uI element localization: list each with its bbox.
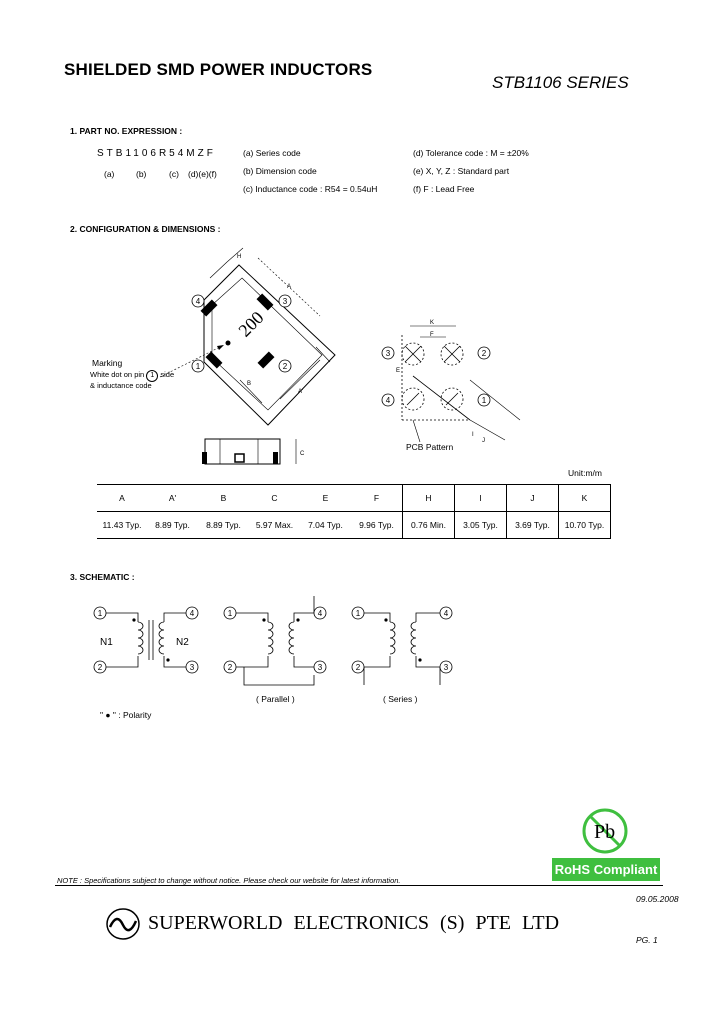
dim-k-letter: K bbox=[430, 320, 435, 326]
dim-j-letter: J bbox=[482, 438, 485, 444]
dim-header: K bbox=[559, 485, 611, 512]
dim-header: J bbox=[507, 485, 559, 512]
marker-a: (a) bbox=[104, 169, 115, 179]
polarity-legend: " ● " : Polarity bbox=[100, 710, 152, 720]
dim-aprime-letter: A' bbox=[298, 389, 304, 395]
pin-1-label: 1 bbox=[195, 362, 201, 371]
sch2-pin2: 2 bbox=[227, 663, 233, 672]
section-part-no-heading: 1. PART NO. EXPRESSION : bbox=[70, 126, 183, 136]
dim-value: 5.97 Max. bbox=[249, 512, 300, 539]
pb-text: Pb bbox=[594, 821, 616, 843]
pcb-pin-2-label: 2 bbox=[481, 349, 487, 358]
pcb-pattern-label: PCB Pattern bbox=[406, 442, 454, 452]
series-name: STB1106 SERIES bbox=[492, 73, 629, 92]
dim-header: A bbox=[97, 485, 147, 512]
dim-h-letter: H bbox=[237, 254, 242, 260]
dim-header: E bbox=[300, 485, 351, 512]
page-number: PG. 1 bbox=[636, 935, 658, 945]
sch3-pin1: 1 bbox=[355, 609, 361, 618]
dim-value: 7.04 Typ. bbox=[300, 512, 351, 539]
marking-desc-1b: side bbox=[160, 370, 175, 379]
section-config-heading: 2. CONFIGURATION & DIMENSIONS : bbox=[70, 224, 221, 234]
marker-c: (c) bbox=[169, 169, 179, 179]
sch1-pin2: 2 bbox=[97, 663, 103, 672]
pb-free-icon bbox=[580, 806, 630, 856]
pcb-pin-3-label: 3 bbox=[385, 349, 391, 358]
dim-value: 10.70 Typ. bbox=[559, 512, 611, 539]
part-number-code: STB1106R54MZF bbox=[97, 148, 216, 159]
sch3-pin2: 2 bbox=[355, 663, 361, 672]
sch2-pin3: 3 bbox=[317, 663, 323, 672]
legend-e: (e) X, Y, Z : Standard part bbox=[413, 166, 510, 176]
pcb-pin-4-label: 4 bbox=[385, 396, 391, 405]
dim-i-letter: I bbox=[472, 432, 474, 438]
marking-desc-line2: & inductance code bbox=[90, 381, 152, 390]
dim-value: 11.43 Typ. bbox=[97, 512, 147, 539]
dim-header: I bbox=[455, 485, 507, 512]
legend-f: (f) F : Lead Free bbox=[413, 184, 475, 194]
footer-date: 09.05.2008 bbox=[636, 894, 679, 904]
legend-a: (a) Series code bbox=[243, 148, 301, 158]
sch1-pin1: 1 bbox=[97, 609, 103, 618]
section-schematic-heading: 3. SCHEMATIC : bbox=[70, 572, 135, 582]
legend-c: (c) Inductance code : R54 = 0.54uH bbox=[243, 184, 378, 194]
pin-4-label: 4 bbox=[195, 297, 201, 306]
sch1-pin4: 4 bbox=[189, 609, 195, 618]
sch3-pin4: 4 bbox=[443, 609, 449, 618]
dim-header: H bbox=[403, 485, 455, 512]
page-title: SHIELDED SMD POWER INDUCTORS bbox=[64, 60, 373, 79]
dim-header: C bbox=[249, 485, 300, 512]
winding-n2-label: N2 bbox=[176, 637, 189, 648]
marking-desc-1: White dot on pin bbox=[90, 370, 145, 379]
dim-value: 8.89 Typ. bbox=[198, 512, 249, 539]
dim-f-letter: F bbox=[430, 332, 434, 338]
company-logo-icon bbox=[105, 907, 141, 941]
sch1-pin3: 3 bbox=[189, 663, 195, 672]
series-label: ( Series ) bbox=[383, 694, 418, 704]
dim-e-letter: E bbox=[396, 368, 401, 374]
dim-header: A' bbox=[147, 485, 198, 512]
marking-label: Marking bbox=[92, 358, 123, 368]
pin-2-label: 2 bbox=[282, 362, 288, 371]
dim-header: F bbox=[351, 485, 403, 512]
dim-c-letter: C bbox=[300, 451, 305, 457]
dim-value: 3.69 Typ. bbox=[507, 512, 559, 539]
dim-header: B bbox=[198, 485, 249, 512]
dim-value: 0.76 Min. bbox=[403, 512, 455, 539]
dim-value: 3.05 Typ. bbox=[455, 512, 507, 539]
body-code-text: 200 bbox=[234, 307, 268, 341]
footer-note: NOTE : Specifications subject to change without notice. Please check our website for latest information. bbox=[57, 876, 401, 885]
legend-b: (b) Dimension code bbox=[243, 166, 317, 176]
dim-value: 9.96 Typ. bbox=[351, 512, 403, 539]
dim-a-letter: A bbox=[287, 284, 292, 290]
sch2-pin1: 1 bbox=[227, 609, 233, 618]
dim-value: 8.89 Typ. bbox=[147, 512, 198, 539]
unit-label: Unit:m/m bbox=[568, 468, 602, 478]
pin-3-label: 3 bbox=[282, 297, 288, 306]
marker-def: (d)(e)(f) bbox=[188, 169, 217, 179]
footer-divider bbox=[55, 885, 663, 886]
winding-n1-label: N1 bbox=[100, 637, 113, 648]
dim-b-letter: B bbox=[247, 381, 252, 387]
pcb-pin-1-label: 1 bbox=[481, 396, 487, 405]
parallel-label: ( Parallel ) bbox=[256, 694, 295, 704]
legend-d: (d) Tolerance code : M = ±20% bbox=[413, 148, 529, 158]
company-name: SUPERWORLD ELECTRONICS (S) PTE LTD bbox=[148, 912, 560, 934]
sch3-pin3: 3 bbox=[443, 663, 449, 672]
marker-b: (b) bbox=[136, 169, 147, 179]
rohs-badge: RoHS Compliant bbox=[552, 858, 660, 881]
sch2-pin4: 4 bbox=[317, 609, 323, 618]
marking-pin-1: 1 bbox=[146, 370, 158, 382]
